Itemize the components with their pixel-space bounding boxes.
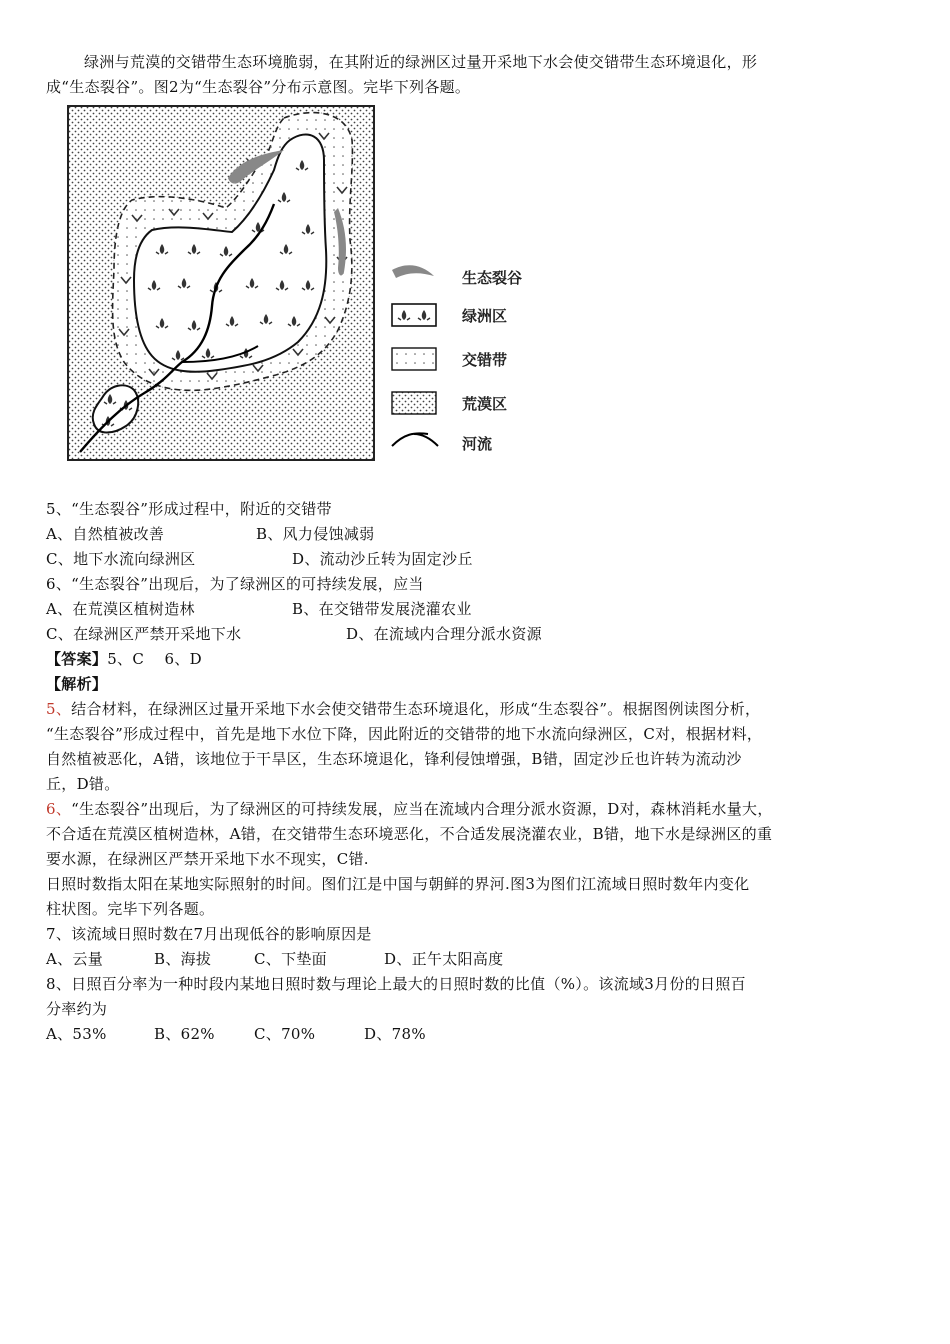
- analysis-label: 【解析】: [46, 675, 108, 693]
- q8-option-c: C、70%: [254, 1025, 316, 1043]
- analysis5-text-1: 结合材料，在绿洲区过量开采地下水会使交错带生态环境退化，形成“生态裂谷”。根据图例读图分析，: [71, 700, 761, 718]
- q7-option-d: D、正午太阳高度: [384, 950, 504, 968]
- analysis5-line-1: [46, 697, 760, 721]
- q5-option-a: A、自然植被改善: [46, 525, 165, 543]
- oasis-swatch-icon: [392, 304, 436, 326]
- q6-option-a: A、在荒漠区植树造林: [46, 600, 195, 618]
- q8-option-a: A、53%: [46, 1025, 107, 1043]
- analysis5-line-4: 丘，D错。: [46, 775, 120, 793]
- q7-options: [46, 947, 503, 971]
- intro2-line-1: 日照时数指太阳在某地实际照射的时间。图们江是中国与朝鲜的界河.图3为图们江流域日照时数年内变化: [46, 875, 750, 893]
- q6-option-d: D、在流域内合理分派水资源: [346, 625, 542, 643]
- q7-option-a: A、云量: [46, 950, 104, 968]
- q5-option-b: B、风力侵蚀减弱: [256, 525, 375, 543]
- q8-line-1: 8、日照百分率为一种时段内某地日照时数与理论上最大的日照时数的比值（%）。该流域3月份的日照百: [46, 975, 746, 993]
- intro-line-1: 绿洲与荒漠的交错带生态环境脆弱，在其附近的绿洲区过量开采地下水会使交错带生态环境退化，形: [84, 53, 758, 71]
- analysis6-line-3: 要水源，在绿洲区严禁开采地下水不现实，C错.: [46, 850, 369, 868]
- q6-options-row2: [46, 622, 542, 646]
- q8-option-d: D、78%: [364, 1025, 426, 1043]
- analysis6-line-1: [46, 797, 773, 821]
- ecological-rift-map: [62, 100, 552, 468]
- q7-option-b: B、海拔: [154, 950, 212, 968]
- q5-option-c: C、地下水流向绿洲区: [46, 550, 196, 568]
- answer-text: 5、C 6、D: [107, 650, 202, 668]
- analysis5-line-2: “生态裂谷”形成过程中，首先是地下水位下降，因此附近的交错带的地下水流向绿洲区，C对，根据材料，: [46, 725, 763, 743]
- q5-stem: 5、“生态裂谷”形成过程中，附近的交错带: [46, 500, 332, 518]
- legend-label-rift: 生态裂谷: [462, 269, 523, 287]
- legend-label-oasis: 绿洲区: [462, 307, 508, 325]
- q6-option-b: B、在交错带发展浇灌农业: [292, 600, 472, 618]
- rift-swatch-icon: [392, 265, 434, 278]
- q5-options-row2: [46, 547, 473, 571]
- q8-options: [46, 1022, 426, 1046]
- intro-line-2: 成“生态裂谷”。图2为“生态裂谷”分布示意图。完毕下列各题。: [46, 78, 471, 96]
- q5-option-d: D、流动沙丘转为固定沙丘: [292, 550, 473, 568]
- q7-option-c: C、下垫面: [254, 950, 327, 968]
- legend-label-river: 河流: [462, 435, 493, 453]
- intro2-line-2: 柱状图。完毕下列各题。: [46, 900, 215, 918]
- q6-stem: 6、“生态裂谷”出现后，为了绿洲区的可持续发展，应当: [46, 575, 424, 593]
- answer-line: [46, 647, 202, 671]
- legend-label-ecotone: 交错带: [462, 351, 508, 369]
- q5-options-row1: [46, 522, 374, 546]
- desert-swatch-icon: [392, 392, 436, 414]
- q7-stem: 7、该流域日照时数在7月出现低谷的影响原因是: [46, 925, 372, 943]
- analysis6-number: 6、: [46, 800, 72, 818]
- answer-label: 【答案】: [46, 650, 108, 668]
- q8-line-2: 分率约为: [46, 1000, 108, 1018]
- analysis5-line-3: 自然植被恶化，A错，该地位于干旱区，生态环境退化，锋利侵蚀增强，B错，固定沙丘也许转为流动沙: [46, 750, 742, 768]
- legend-label-desert: 荒漠区: [462, 395, 508, 413]
- analysis6-line-2: 不合适在荒漠区植树造林，A错，在交错带生态环境恶化，不合适发展浇灌农业，B错，地下水是绿洲区的重: [46, 825, 773, 843]
- q8-option-b: B、62%: [154, 1025, 215, 1043]
- map-legend: [392, 265, 522, 453]
- ecotone-swatch-icon: [392, 348, 436, 370]
- analysis5-number: 5、: [46, 700, 72, 718]
- q6-option-c: C、在绿洲区严禁开采地下水: [46, 625, 242, 643]
- river-swatch-icon: [392, 433, 438, 446]
- analysis6-text-1: “生态裂谷”出现后，为了绿洲区的可持续发展，应当在流域内合理分派水资源，D对，森林消耗水量大，: [71, 800, 773, 818]
- q6-options-row1: [46, 597, 472, 621]
